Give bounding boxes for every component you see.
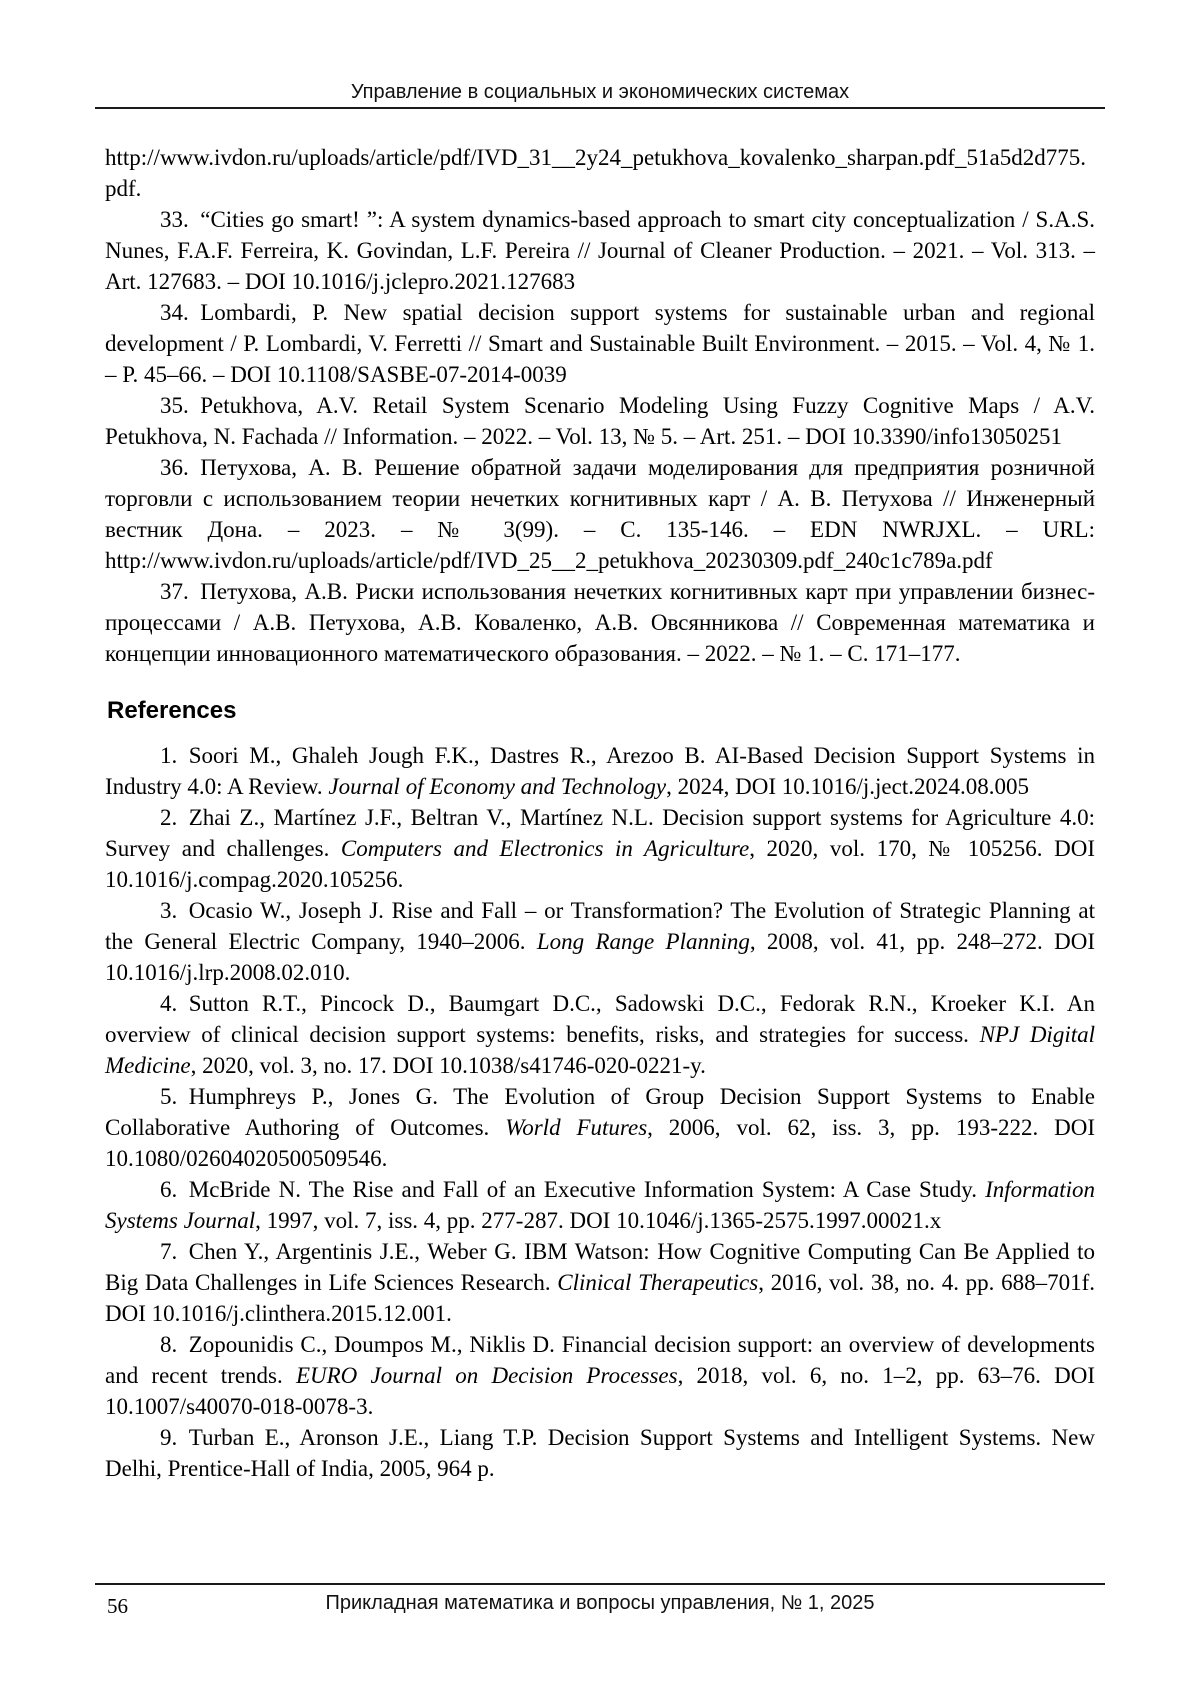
reference-continuation-url: http://www.ivdon.ru/uploads/article/pdf/IVD_31__2y24_petukhova_kovalenko_sharpan.pdf_51a5d2d775.pdf. bbox=[105, 145, 1086, 201]
reference-item-7: 7. Chen Y., Argentinis J.E., Weber G. IBM Watson: How Cognitive Computing Can Be Applied to Big Data Challenges in Life Sciences Research. Clinical Therapeutics, 2016, vol. 38, no. 4. pp. 688–701f. DOI 10.1016/j.clinthera.2015.12.001. bbox=[105, 1239, 1095, 1326]
reference-item-8: 8. Zopounidis C., Doumpos M., Niklis D. Financial decision support: an overview of developments and recent trends. EURO Journal on Decision Processes, 2018, vol. 6, no. 1–2, pp. 63–76. DOI 10.1007/s40070-018-0078-3. bbox=[105, 1332, 1095, 1419]
running-title: Управление в социальных и экономических системах bbox=[350, 81, 850, 103]
reference-item-9: 9. Turban E., Aronson J.E., Liang T.P. Decision Support Systems and Intelligent Systems. New Delhi, Prentice-Hall of India, 2005, 964 p. bbox=[105, 1425, 1095, 1481]
reference-item-4: 4. Sutton R.T., Pincock D., Baumgart D.C., Sadowski D.C., Fedorak R.N., Kroeker K.I. An overview of clinical decision support systems: benefits, risks, and strategies for success. NPJ Digital Medicine, 2020, vol. 3, no. 17. DOI 10.1038/s41746-020-0221-y. bbox=[105, 991, 1095, 1078]
reference-item-1: 1. Soori M., Ghaleh Jough F.K., Dastres R., Arezoo B. AI-Based Decision Support Systems in Industry 4.0: A Review. Journal of Economy and Technology, 2024, DOI 10.1016/j.ject.2024.08.005 bbox=[105, 743, 1095, 799]
reference-item-6: 6. McBride N. The Rise and Fall of an Executive Information System: A Case Study. Information Systems Journal, 1997, vol. 7, iss. 4, pp. 277-287. DOI 10.1046/j.1365-2575.1997.00021.x bbox=[105, 1177, 1095, 1233]
reference-item-35: 35. Petukhova, A.V. Retail System Scenario Modeling Using Fuzzy Cognitive Maps / A.V. Petukhova, N. Fachada // Information. – 2022. – Vol. 13, № 5. – Art. 251. – DOI 10.3390/info13050251 bbox=[105, 393, 1095, 449]
page-header bbox=[95, 0, 1105, 109]
page-number: 56 bbox=[107, 1594, 128, 1618]
reference-item-36: 36. Петухова, А. В. Решение обратной задачи моделирования для предприятия розничной торговли с использованием теории нечетких когнитивных карт / А. В. Петухова // Инженерный вестник Дона. – 2023. – № 3(99). – С. 135-146. – EDN NWRJXL. – URL: http://www.ivdon.ru/uploads/article/pdf/IVD_25__2_petukhova_20230309.pdf_240c1c789a.pdf bbox=[105, 455, 1095, 573]
russian-references-block bbox=[105, 142, 1095, 669]
reference-item-2: 2. Zhai Z., Martínez J.F., Beltran V., Martínez N.L. Decision support systems for Agriculture 4.0: Survey and challenges. Computers and Electronics in Agriculture, 2020, vol. 170, № 105256. DOI 10.1016/j.compag.2020.105256. bbox=[105, 805, 1095, 892]
page-content bbox=[105, 142, 1095, 1484]
reference-item-37: 37. Петухова, А.В. Риски использования нечетких когнитивных карт при управлении бизнес-процессами / А.В. Петухова, А.В. Коваленко, А.В. Овсянникова // Современная математика и концепции инновационного математического образования. – 2022. – № 1. – С. 171–177. bbox=[105, 579, 1095, 666]
reference-item-3: 3. Ocasio W., Joseph J. Rise and Fall – or Transformation? The Evolution of Strategic Planning at the General Electric Company, 1940–2006. Long Range Planning, 2008, vol. 41, pp. 248–272. DOI 10.1016/j.lrp.2008.02.010. bbox=[105, 898, 1095, 985]
reference-item-34: 34. Lombardi, P. New spatial decision support systems for sustainable urban and regional development / P. Lombardi, V. Ferretti // Smart and Sustainable Built Environment. – 2015. – Vol. 4, № 1. – P. 45–66. – DOI 10.1108/SASBE-07-2014-0039 bbox=[105, 300, 1095, 387]
reference-item-5: 5. Humphreys P., Jones G. The Evolution of Group Decision Support Systems to Enable Collaborative Authoring of Outcomes. World Futures, 2006, vol. 62, iss. 3, pp. 193-222. DOI 10.1080/02604020500509546. bbox=[105, 1084, 1095, 1171]
page-footer bbox=[95, 1583, 1105, 1618]
references-heading: References bbox=[107, 697, 237, 724]
english-references-block bbox=[105, 740, 1095, 1484]
journal-title-line: Прикладная математика и вопросы управления, № 1, 2025 bbox=[325, 1592, 875, 1614]
reference-item-33: 33. “Cities go smart! ”: A system dynamics-based approach to smart city conceptualization / S.A.S. Nunes, F.A.F. Ferreira, K. Govindan, L.F. Pereira // Journal of Cleaner Production. – 2021. – Vol. 313. – Art. 127683. – DOI 10.1016/j.jclepro.2021.127683 bbox=[105, 207, 1095, 294]
